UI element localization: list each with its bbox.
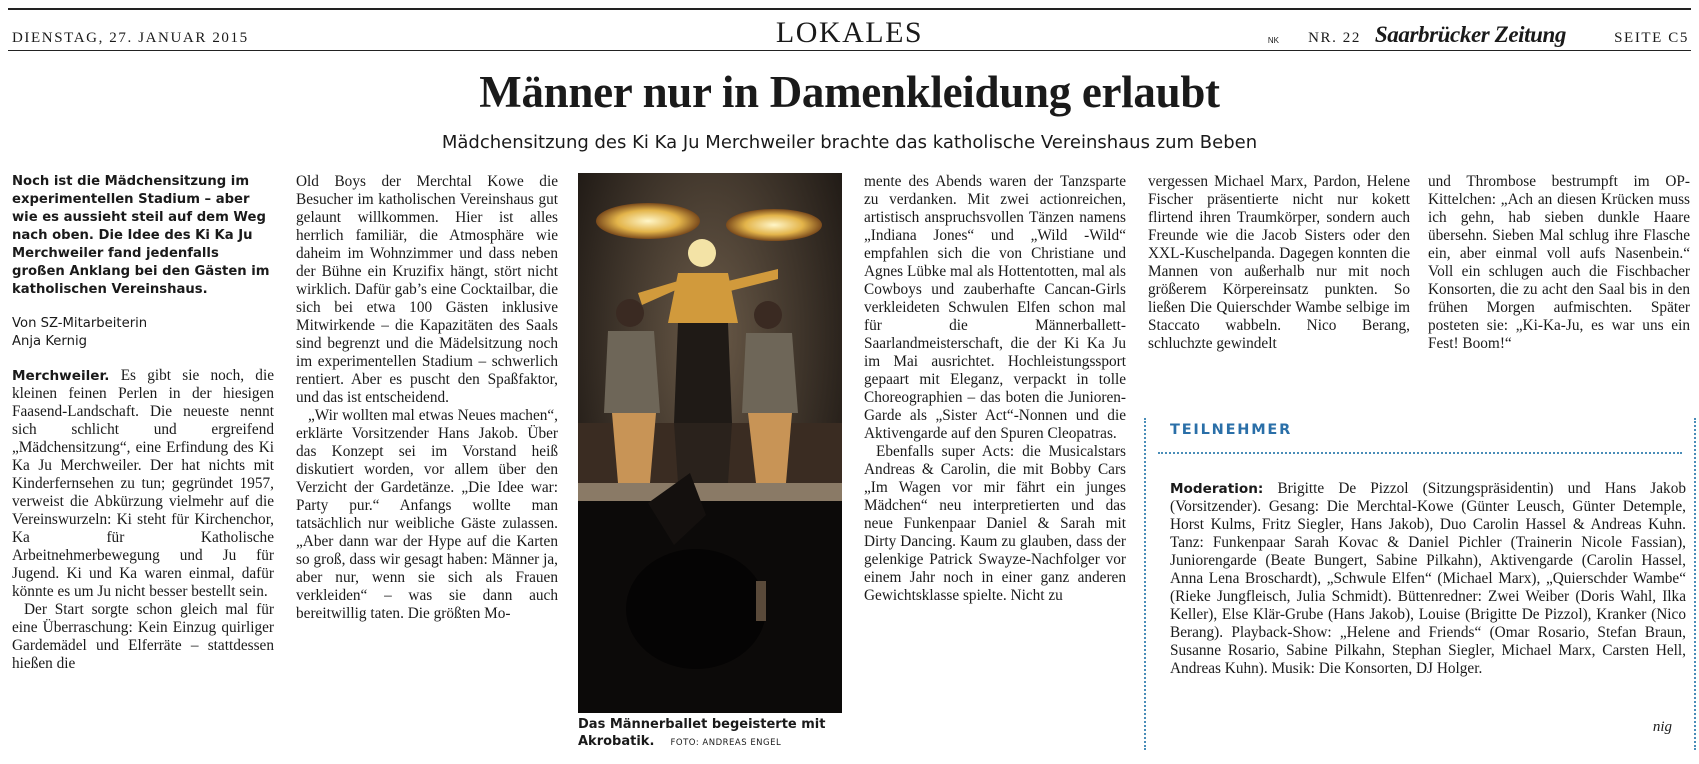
- issue-number: NR. 22: [1308, 30, 1361, 46]
- photo-caption: [578, 716, 848, 752]
- caption-text: Das Männerballet begeisterte mit Akrobatik.: [578, 717, 826, 749]
- issue-date: DIENSTAG, 27. JANUAR 2015: [12, 30, 249, 46]
- newspaper-logo: Saarbrücker Zeitung: [1374, 22, 1566, 47]
- column-1: [12, 173, 274, 673]
- photo-credit: FOTO: ANDREAS ENGEL: [670, 738, 782, 748]
- stage-photo: [578, 173, 842, 713]
- byline-label: Von SZ-Mitarbeiterin: [12, 316, 148, 331]
- box-title: TEILNEHMER: [1170, 422, 1293, 438]
- box-divider: [1158, 452, 1682, 454]
- article-lead: Noch ist die Mädchensitzung im experimentellen Stadium – aber wie es aussieht steil auf dem Weg nach oben. Die Idee des Ki Ka Ju Merchweiler fand jedenfalls großen Anklang bei den Gästen im katholischen Vereinshaus.: [12, 174, 270, 297]
- paragraph-7: vergessen Michael Marx, Pardon, Helene Fischer präsentierte nicht nur kokett flirtend ihren Traumkörper, sondern auch Freunde wie die Jacob Sisters oder den XXL-Kuschelpanda. Dagegen konnten die Mannen von außerhalb nur mit noch größerem Körpereinsatz punkten. So ließen Die Quierschder Wambe selbige im Staccato wabbeln. Nico Berang, schluchzte gewindelt: [1148, 173, 1410, 352]
- masthead: [8, 14, 1691, 48]
- participants-box: [1144, 418, 1696, 750]
- paragraph-5: mente des Abends waren der Tanzsparte zu verdanken. Mit zwei actionreichen, artistisch anspruchsvollen Tänzen namens „Indiana Jones“ und „Wild -Wild“ empfahlen sich die von Christiane und Agnes Lübke mal als Hottentotten, mal als Cowboys und zauberhafte Cancan-Girls verkleideten Schwulen Elfen schon mal für die Männerballett-Saarlandmeisterschaft, die der Ki Ka Ju im Mai ausrichtet. Hochleistungssport gepaart mit Eleganz, verpackt in tolle Choreographien – das boten die Junioren-Garde als „Sister Act“-Nonnen und die Aktivengarde auf den Spuren Cleopatras.: [864, 173, 1126, 442]
- column-4: [1148, 173, 1410, 353]
- masthead-rule: [8, 50, 1691, 51]
- paragraph-3: Old Boys der Merchtal Kowe die Besucher im katholischen Vereinshaus gut gelaunt willkommen. Hier ist alles herrlich familiär, die Atmosphäre wie daheim im Wohnzimmer und dass neben der Bühne ein Kruzifix hängt, stört nicht wirklich. Dafür gab’s eine Cocktailbar, die sich bei etwa 100 Gästen inklusive Mitwirkende – die Kapazitäten des Saals sind begrenzt und die Mädelsitzung noch im experimentellen Stadium – schwerlich rentiert. Aber es puscht den Spaßfaktor, und das ist entscheidend.: [296, 173, 558, 406]
- article-headline: Männer nur in Damenkleidung erlaubt: [479, 67, 1220, 117]
- paragraph-8: und Thrombose bestrumpft im OP-Kittelchen: „Ach an diesen Krücken muss ich gehn, hab sieben dunkle Haare übersehn. Sieben Mal schlug ihre Flasche ein, aber einmal voll aufs Nasenbein.“ Voll ein schlugen auch die Fischbacher Konsorten, die zu acht den Saal bis in den frühen Morgen aufmischten. Später posteten sie: „Ki-Ka-Ju, es war uns ein Fest! Boom!“: [1428, 173, 1690, 352]
- byline-author: Anja Kernig: [12, 334, 88, 349]
- dateline: Merchweiler.: [12, 368, 110, 384]
- participants-text: Moderation: Brigitte De Pizzol (Sitzungspräsidentin) und Hans Jakob (Vorsitzender). Gesang: Die Merchtal-Kowe (Günter Leusch, Günter Detemple, Horst Kulms, Fritz Siegler, Hans Jakob), Duo Carolin Hassel & Andreas Kuhn. Tanz: Funkenpaar Sarah Kovac & Daniel Pichler (Trainerin Nicole Fassian), Juniorengarde (Beate Bungert, Sabine Pilkahn), Aktivengarde (Carolin Hassel, Anna Lena Broschardt), „Schwule Elfen“ (Michael Marx), „Quierschder Wambe“ (Rieke Jungfleisch, Julia Schmidt). Büttenredner: Zwei Weiber (Doris Wahl, Ilka Keller), Else Klär-Grube (Hans Jakob), Louise (Brigitte De Pizzol), Kranker (Nico Berang). Playback-Show: „Helene and Friends“ (Omar Rosario, Stefan Braun, Susanne Rosario, Sabine Pilkahn, Stephan Siegler, Michael Marx, Carsten Hell, Andreas Kuhn). Musik: Die Konsorten, DJ Holger.: [1170, 480, 1686, 677]
- column-3: [864, 173, 1126, 605]
- page-number: SEITE C5: [1614, 30, 1689, 46]
- paragraph-1: Merchweiler. Es gibt sie noch, die kleinen feinen Perlen in der hiesigen Faasend-Landschaft. Die neueste nennt sich schlicht und ergreifend „Mädchensitzung“, eine Erfindung des Ki Ka Ju Merchweiler. Der hat nichts mit Kinderfernsehen zu tun; gegründet 1957, verweist die Abkürzung vielmehr auf die Vereinswurzeln: Ki steht für Kirchenchor, Ka für Katholische Arbeitnehmerbewegung und Ju für Jugend. Ki und Ka waren einmal, dafür könnte es um Ju nicht besser bestellt sein.: [12, 367, 274, 600]
- section-title: LOKALES: [775, 16, 924, 49]
- column-5: [1428, 173, 1690, 353]
- paragraph-2: Der Start sorgte schon gleich mal für eine Überraschung: Kein Einzug quirliger Gardemädel und Elferräte – stattdessen hießen die: [12, 601, 274, 672]
- paragraph-4: „Wir wollten mal etwas Neues machen“, erklärte Vorsitzender Hans Jakob. Über das Konzept sei im Vorstand heiß diskutiert worden, vor allem über den Verzicht der Gardetänze. „Die Idee war: Party pur.“ Anfangs wollte man tatsächlich nur weibliche Gäste zulassen. „Aber dann war der Hype auf die Karten so groß, dass wir gesagt haben: Männer ja, aber nur, wenn sie sich als Frauen verkleiden“ – was sie dann auch bereitwillig taten. Die größten Mo-: [296, 407, 558, 622]
- article-subheadline: Mädchensitzung des Ki Ka Ju Merchweiler brachte das katholische Vereinshaus zum Beben: [441, 132, 1258, 153]
- top-rule: [8, 8, 1691, 10]
- photo-image: [578, 173, 842, 713]
- column-2: [296, 173, 558, 623]
- byline: [12, 315, 274, 351]
- moderation-label: Moderation:: [1170, 481, 1264, 497]
- edition-code: NK: [1267, 36, 1279, 45]
- author-initials: nig: [1652, 719, 1672, 735]
- paragraph-6: Ebenfalls super Acts: die Musicalstars Andreas & Carolin, die mit Bobby Cars „Im Wagen vor mir fährt ein junges Mädchen“ neu interpretierten und das neue Funkenpaar Daniel & Sarah mit Dirty Dancing. Kaum zu glauben, dass der gelenkige Patrick Swayze-Nachfolger vor einem Jahr noch in einer ganz anderen Gewichtsklasse spielte. Nicht zu: [864, 443, 1126, 604]
